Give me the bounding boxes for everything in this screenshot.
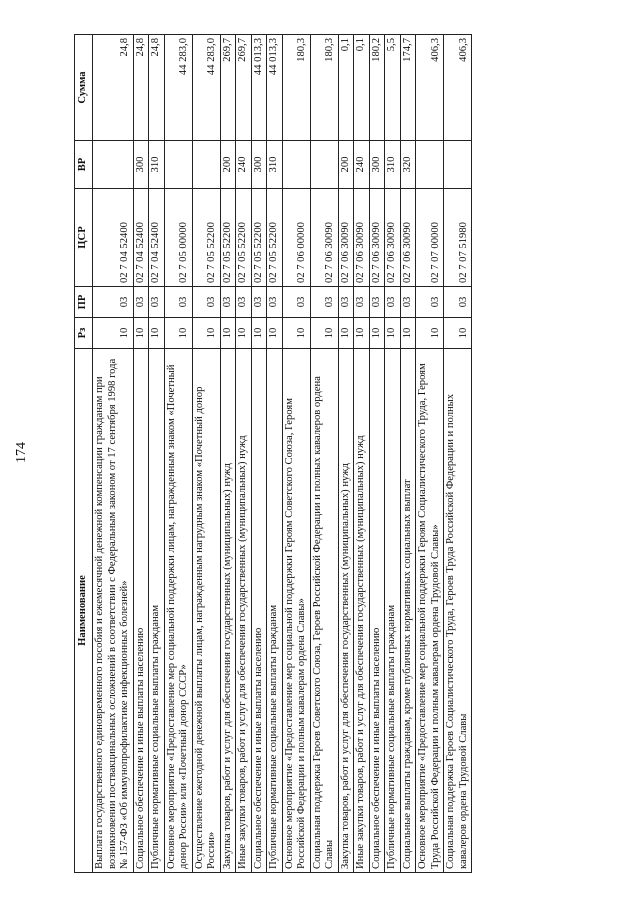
row-name: Основное мероприятие «Предоставление мер социальной поддержки Героям Советского Союза, Героям Российской Федерации и полным кавалерам ордена Славы» [282, 349, 310, 873]
table-row [164, 35, 192, 873]
row-pr: 03 [338, 287, 354, 318]
row-csr: 02 7 04 52400 [133, 189, 149, 287]
row-pr: 03 [416, 287, 444, 318]
row-rz: 10 [416, 318, 444, 349]
row-rz: 10 [251, 318, 267, 349]
row-vr [444, 141, 472, 189]
row-vr [93, 141, 134, 189]
row-rz: 10 [93, 318, 134, 349]
table-row [310, 35, 338, 873]
table-row [251, 35, 267, 873]
row-vr [192, 141, 220, 189]
table-row [385, 35, 401, 873]
row-rz: 10 [354, 318, 370, 349]
row-rz: 10 [444, 318, 472, 349]
row-sum: 174,7 [400, 35, 416, 141]
table-row [192, 35, 220, 873]
row-vr: 240 [236, 141, 252, 189]
row-sum: 406,3 [444, 35, 472, 141]
row-csr: 02 7 07 00000 [416, 189, 444, 287]
row-vr: 200 [220, 141, 236, 189]
table-header-row [75, 35, 93, 873]
row-pr: 03 [385, 287, 401, 318]
row-name: Социальное обеспечение и иные выплаты населению [251, 349, 267, 873]
row-rz: 10 [149, 318, 165, 349]
row-csr: 02 7 04 52400 [149, 189, 165, 287]
row-pr: 03 [369, 287, 385, 318]
row-name: Иные закупки товаров, работ и услуг для обеспечения государственных (муниципальных) нужд [236, 349, 252, 873]
row-pr: 03 [310, 287, 338, 318]
row-name: Осуществление ежегодной денежной выплаты лицам, награжденным нагрудным знаком «Почетный донор России» [192, 349, 220, 873]
header-vr: ВР [75, 141, 93, 189]
row-rz: 10 [220, 318, 236, 349]
row-vr: 240 [354, 141, 370, 189]
row-pr: 03 [267, 287, 283, 318]
table-row [220, 35, 236, 873]
table-row [282, 35, 310, 873]
row-sum: 24,8 [149, 35, 165, 141]
row-csr: 02 7 05 52200 [267, 189, 283, 287]
row-pr: 03 [282, 287, 310, 318]
header-sum: Сумма [75, 35, 93, 141]
row-name: Закупка товаров, работ и услуг для обеспечения государственных (муниципальных) нужд [338, 349, 354, 873]
row-csr: 02 7 06 30090 [338, 189, 354, 287]
row-rz: 10 [369, 318, 385, 349]
row-sum: 44 283,0 [192, 35, 220, 141]
header-csr: ЦСР [75, 189, 93, 287]
row-vr [164, 141, 192, 189]
row-sum: 24,8 [93, 35, 134, 141]
row-csr: 02 7 05 52200 [251, 189, 267, 287]
row-sum: 44 013,3 [251, 35, 267, 141]
row-sum: 269,7 [220, 35, 236, 141]
row-rz: 10 [267, 318, 283, 349]
row-sum: 24,8 [133, 35, 149, 141]
row-sum: 180,3 [310, 35, 338, 141]
row-rz: 10 [338, 318, 354, 349]
row-vr: 200 [338, 141, 354, 189]
row-rz: 10 [400, 318, 416, 349]
row-name: Социальная поддержка Героев Советского Союза, Героев Российской Федерации и полных кавалеров ордена Славы [310, 349, 338, 873]
row-vr: 300 [133, 141, 149, 189]
row-rz: 10 [164, 318, 192, 349]
row-name: Социальные выплаты гражданам, кроме публичных нормативных социальных выплат [400, 349, 416, 873]
row-vr [282, 141, 310, 189]
row-name: Публичные нормативные социальные выплаты гражданам [149, 349, 165, 873]
table-row [400, 35, 416, 873]
row-csr: 02 7 05 00000 [164, 189, 192, 287]
row-pr: 03 [192, 287, 220, 318]
row-rz: 10 [282, 318, 310, 349]
table-row [133, 35, 149, 873]
row-rz: 10 [310, 318, 338, 349]
table-body [93, 35, 472, 873]
row-pr: 03 [133, 287, 149, 318]
row-csr: 02 7 06 30090 [310, 189, 338, 287]
row-rz: 10 [192, 318, 220, 349]
header-name: Наименование [75, 349, 93, 873]
row-sum: 44 013,3 [267, 35, 283, 141]
table-row [369, 35, 385, 873]
row-rz: 10 [133, 318, 149, 349]
row-pr: 03 [236, 287, 252, 318]
row-sum: 5,5 [385, 35, 401, 141]
table-row [354, 35, 370, 873]
budget-table [74, 34, 472, 873]
row-name: Социальное обеспечение и иные выплаты населению [369, 349, 385, 873]
row-csr: 02 7 06 30090 [369, 189, 385, 287]
row-vr: 310 [267, 141, 283, 189]
row-rz: 10 [385, 318, 401, 349]
row-sum: 0,1 [354, 35, 370, 141]
row-csr: 02 7 05 52200 [236, 189, 252, 287]
table-row [93, 35, 134, 873]
row-pr: 03 [354, 287, 370, 318]
row-pr: 03 [164, 287, 192, 318]
header-rz: Рз [75, 318, 93, 349]
table-row [149, 35, 165, 873]
row-csr: 02 7 06 30090 [385, 189, 401, 287]
row-vr: 310 [149, 141, 165, 189]
row-name: Социальное обеспечение и иные выплаты населению [133, 349, 149, 873]
table-row [267, 35, 283, 873]
row-sum: 180,2 [369, 35, 385, 141]
row-sum: 180,3 [282, 35, 310, 141]
row-pr: 03 [220, 287, 236, 318]
row-name: Публичные нормативные социальные выплаты гражданам [267, 349, 283, 873]
row-csr: 02 7 06 30090 [354, 189, 370, 287]
row-sum: 269,7 [236, 35, 252, 141]
row-rz: 10 [236, 318, 252, 349]
row-name: Основное мероприятие «Предоставление мер социальной поддержки лицам, награжденным знаком «Почетный донор России» или «Почетный донор СССР» [164, 349, 192, 873]
row-csr: 02 7 06 00000 [282, 189, 310, 287]
row-pr: 03 [93, 287, 134, 318]
row-csr: 02 7 05 52200 [192, 189, 220, 287]
row-vr: 300 [369, 141, 385, 189]
row-name: Публичные нормативные социальные выплаты гражданам [385, 349, 401, 873]
header-pr: ПР [75, 287, 93, 318]
row-vr: 320 [400, 141, 416, 189]
row-vr: 310 [385, 141, 401, 189]
row-sum: 44 283,0 [164, 35, 192, 141]
row-name: Выплата государственного единовременного пособия и ежемесячной денежной компенсации гражданам при возникновении поствакцинальных осложнений в соответствии с Федеральным законом от 17 сентября 1998 года № 157-ФЗ «Об иммунопрофилактике инфекционных болезней» [93, 349, 134, 873]
row-name: Иные закупки товаров, работ и услуг для обеспечения государственных (муниципальных) нужд [354, 349, 370, 873]
row-csr: 02 7 07 51980 [444, 189, 472, 287]
row-name: Закупка товаров, работ и услуг для обеспечения государственных (муниципальных) нужд [220, 349, 236, 873]
row-name: Основное мероприятие «Предоставление мер социальной поддержки Героям Социалистического Труда, Героям Труда Российской Федерации и полным кавалерам ордена Трудовой Славы» [416, 349, 444, 873]
row-pr: 03 [251, 287, 267, 318]
row-csr: 02 7 05 52200 [220, 189, 236, 287]
row-csr: 02 7 04 52400 [93, 189, 134, 287]
row-sum: 0,1 [338, 35, 354, 141]
row-pr: 03 [444, 287, 472, 318]
table-row [444, 35, 472, 873]
row-name: Социальная поддержка Героев Социалистического Труда, Героев Труда Российской Федерации и полных кавалеров ордена Трудовой Славы [444, 349, 472, 873]
row-vr [310, 141, 338, 189]
row-pr: 03 [400, 287, 416, 318]
table-row [416, 35, 444, 873]
row-sum: 406,3 [416, 35, 444, 141]
row-vr [416, 141, 444, 189]
row-csr: 02 7 06 30090 [400, 189, 416, 287]
table-row [338, 35, 354, 873]
table-row [236, 35, 252, 873]
page-number: 174 [14, 442, 29, 463]
row-vr: 300 [251, 141, 267, 189]
row-pr: 03 [149, 287, 165, 318]
